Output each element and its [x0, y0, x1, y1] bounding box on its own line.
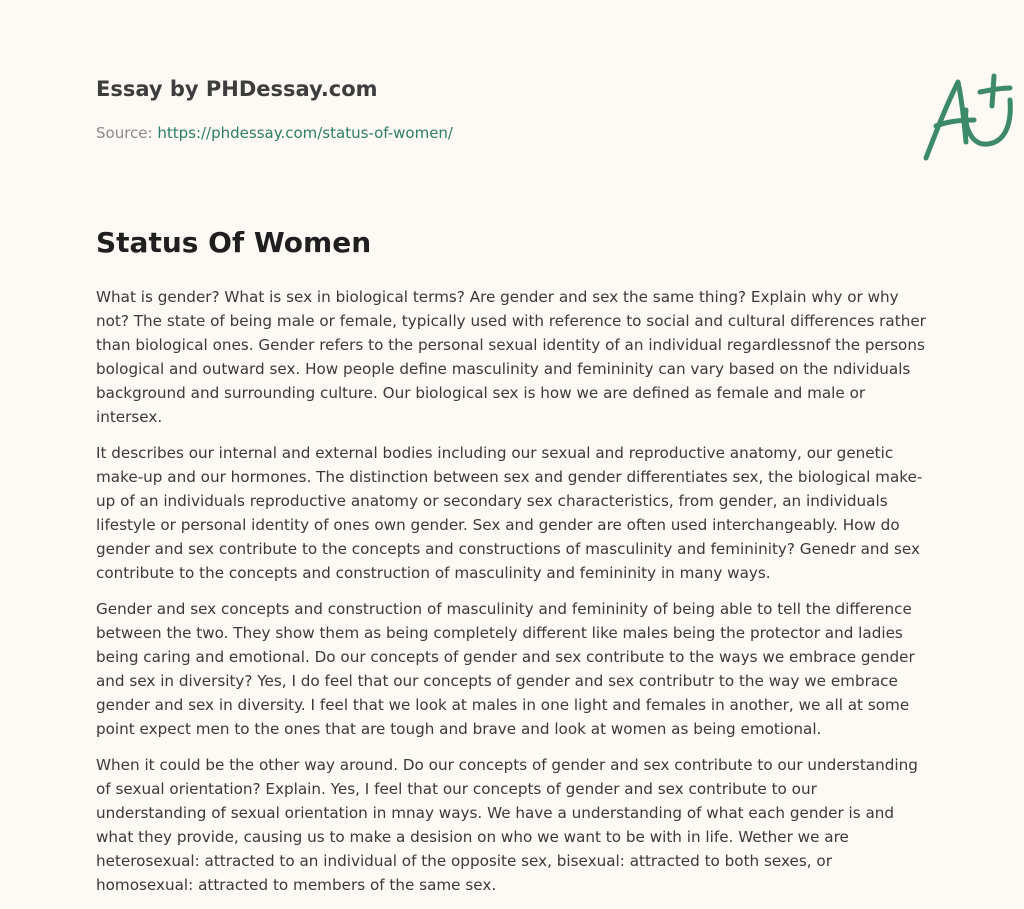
- paragraph: What is gender? What is sex in biological terms? Are gender and sex the same thing? Explain why or why not? The state of being male or female, typically used with reference to social and cultural differences rather than biological ones. Gender refers to the personal sexual identity of an individual regardlessnof the persons bological and outward sex. How people define masculinity and femininity can vary based on the ndividuals background and surrounding culture. Our biological sex is how we are defined as female and male or intersex.: [96, 288, 926, 426]
- paragraph: It describes our internal and external bodies including our sexual and reproductive anatomy, our genetic make-up and our hormones. The distinction between sex and gender differentiates sex, the biological make-up of an individuals reproductive anatomy or secondary sex characteristics, from gender, an individuals lifestyle or personal identity of ones own gender. Sex and gender are often used interchangeably. How do gender and sex contribute to the concepts and constructions of masculinity and femininity? Genedr and sex contribute to the concepts and construction of masculinity and femininity in many ways.: [96, 444, 923, 582]
- site-brand: Essay by PHDessay.com: [96, 77, 378, 101]
- paragraph: When it could be the other way around. Do our concepts of gender and sex contribute to our understanding of sexual orientation? Explain. Yes, I feel that our concepts of gender and sex contribute to our understanding of sexual orientation in mnay ways. We have a understanding of what each gender is and what they provide, causing us to make a desision on who we want to be with in life. Wether we are heterosexual: attracted to an individual of the opposite sex, bisexual: attracted to both sexes, or homosexual: attracted to members of the same sex.: [96, 756, 918, 894]
- source-line: [96, 124, 453, 142]
- source-link[interactable]: https://phdessay.com/status-of-women/: [157, 124, 453, 142]
- essay-body: [96, 285, 928, 909]
- source-label: Source:: [96, 124, 158, 142]
- a-plus-grade-icon: [918, 70, 1022, 164]
- essay-title: Status Of Women: [96, 226, 372, 259]
- paragraph: Gender and sex concepts and construction of masculinity and femininity of being able to tell the difference between the two. They show them as being completely different like males being the protector and ladies being caring and emotional. Do our concepts of gender and sex contribute to the ways we embrace gender and sex in diversity? Yes, I do feel that our concepts of gender and sex contributr to the way we embrace gender and sex in diversity. I feel that we look at males in one light and females in another, we all at some point expect men to the ones that are tough and brave and look at women as being emotional.: [96, 600, 915, 738]
